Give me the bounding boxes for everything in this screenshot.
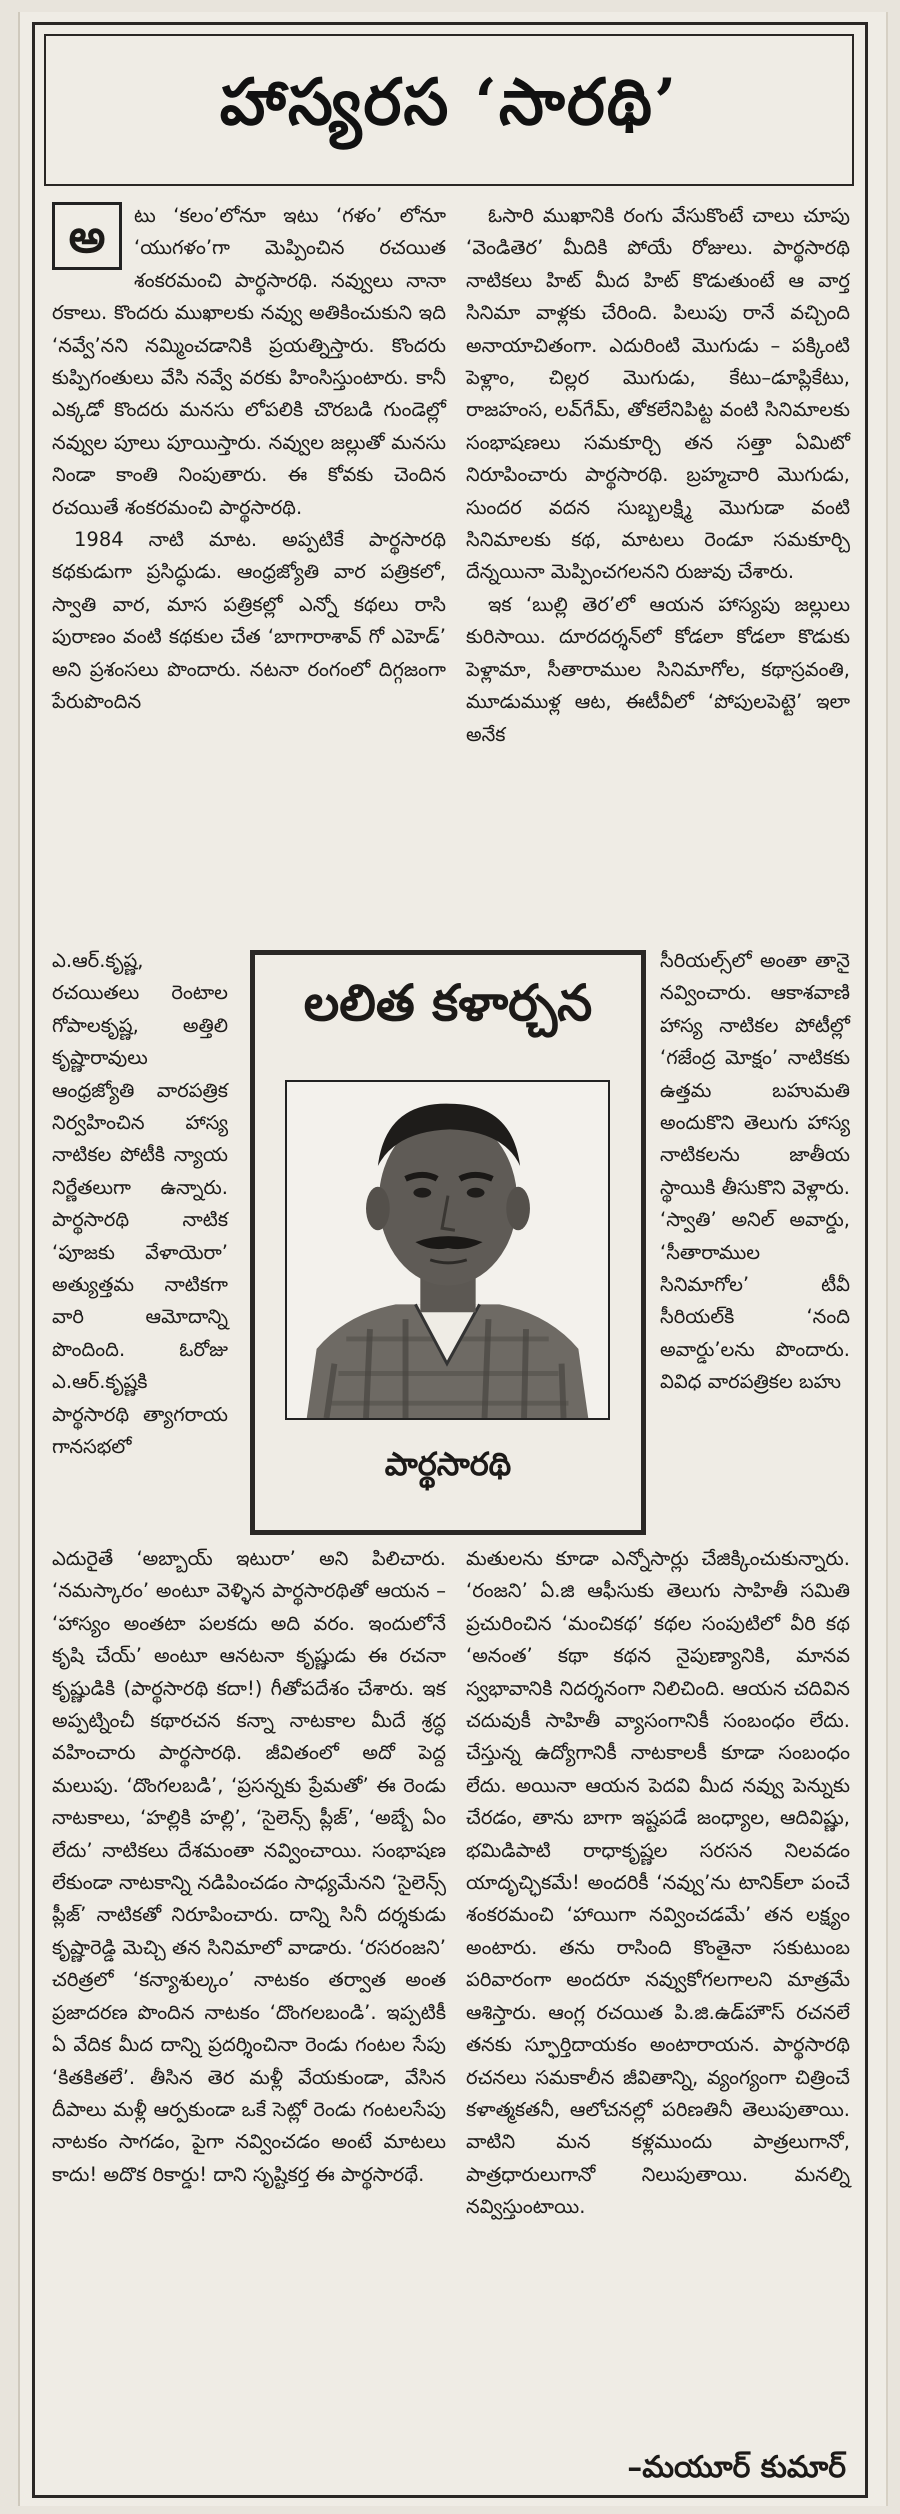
column-right-bottom <box>466 1543 850 2224</box>
portrait-caption: పార్థసారథి <box>384 1445 512 1483</box>
paragraph: ఎదురైతే ‘అబ్బాయ్ ఇటురా’ అని పిలిచారు. ‘నమస్కారం’ అంటూ వెళ్ళిన పార్థసారథితో ఆయన – ‘హాస్యం అంతటా పలకదు అది వరం. ఇందులోనే కృషి చేయ్’ అంటూ ఆనటనా కృష్ణుడు ఈ రచనా కృష్ణుడికి (పార్థసారథి కదా!) గీతోపదేశం చేశారు. ఇక అప్పట్నించీ కథారచన కన్నా నాటకాల మీదే శ్రద్ధ వహించారు పార్థసారథి. జీవితంలో అదో పెద్ద మలుపు. ‘దొంగలబడి’, ‘ప్రసన్నకు ప్రేమతో’ ఈ రెండు నాటకాలు, ‘హల్లికి హల్లి’, ‘సైలెన్స్ ప్లీజ్’, ‘అబ్బే ఏం లేదు’ నాటికలు దేశమంతా నవ్వించాయి. సంభాషణ లేకుండా నాటకాన్ని నడిపించడం సాధ్యమేనని ‘సైలెన్స్ ప్లీజ్’ నాటికతో నిరూపించారు. దాన్ని సినీ దర్శకుడు కృష్ణారెడ్డి మెచ్చి తన సినిమాలో వాడారు. ‘రసరంజని’ చరిత్రలో ‘కన్యాశుల్కం’ నాటకం తర్వాత అంత ప్రజాదరణ పొందిన నాటకం ‘దొంగలబండి’. ఇప్పటికీ ఏ వేదిక మీద దాన్ని ప్రదర్శించినా రెండు గంటల సేపు ‘కితకితలే’. తీసిన తెర మళ్లీ వేయకుండా, వేసిన దీపాలు మళ్లీ ఆర్పకుండా ఒకే సెట్లో రెండు గంటలసేపు నాటకం సాగడం, పైగా నవ్వించడం అంటే మాటలు కాదు! అదొక రికార్డు! దాని సృష్టికర్త ఈ పార్థసారథే. <box>52 1547 446 2186</box>
column-left-bottom <box>52 1543 446 2191</box>
column-right-top <box>466 200 850 751</box>
paragraph: ఇక ‘బుల్లి తెర’లో ఆయన హాస్యపు జల్లులు కురిసాయి. దూరదర్శన్‌లో కోడలా కోడలా కొడుకు పెళ్లామా, సీతారాముల సినిమాగోల, కథాస్రవంతి, మూడుముళ్ల ఆట, ఈటీవీలో ‘పోపులపెట్టె’ ఇలా అనేక <box>466 592 850 746</box>
paragraph: ఓసారి ముఖానికి రంగు వేసుకొంటే చాలు చూపు ‘వెండితెర’ మీదికి పోయే రోజులు. పార్థసారథి నాటికలు హిట్ మీద హిట్ కొడుతుంటే ఆ వార్త సినిమా వాళ్లకు చేరింది. పిలుపు రానే వచ్చింది అనాయాచితంగా. ఎదురింటి మొగుడు – పక్కింటి పెళ్లాం, చిల్లర మొగుడు, కేటు–డూప్లికేటు, రాజహంస, లవ్‌గేమ్, తోకలేనిపిట్ట వంటి సినిమాలకు సంభాషణలు సమకూర్చి తన సత్తా ఏమిటో నిరూపించారు పార్థసారథి. బ్రహ్మచారి మొగుడు, సుందర వదన సుబ్బలక్ష్మి మొగుడా వంటి సినిమాలకు కథ, మాటలు రెండూ సమకూర్చి దేన్నయినా మెప్పించగలనని రుజువు చేశారు. <box>466 204 850 584</box>
column-right-wrap <box>660 945 850 1399</box>
portrait-illustration <box>287 1082 608 1418</box>
headline: హాస్యరస ‘సారథి’ <box>219 65 679 140</box>
byline: –మయూర్ కుమార్ <box>627 2450 846 2485</box>
column-left-top <box>52 200 446 719</box>
paragraph: టు ‘కలం’లోనూ ఇటు ‘గళం’ లోనూ ‘యుగళం’గా మెప్పించిన రచయిత శంకరమంచి పార్థసారథి. నవ్వులు నానా రకాలు. కొందరు ముఖాలకు నవ్వు అతికించుకుని ఇది ‘నవ్వే’నని నమ్మించడానికి ప్రయత్నిస్తారు. కొందరు కుప్పిగంతులు వేసి నవ్వే వరకు హింసిస్తుంటారు. కానీ ఎక్కడో కొందరు మనసు లోపలికి చొరబడి గుండెల్లో నవ్వుల పూలు పూయిస్తారు. నవ్వుల జల్లుతో మనసు నిండా కాంతి నింపుతారు. ఈ కోవకు చెందిన రచయితే శంకరమంచి పార్థసారథి. <box>52 204 446 519</box>
feature-title: లలిత కళార్చన <box>303 973 593 1032</box>
paragraph: 1984 నాటి మాట. అప్పటికే పార్థసారథి కథకుడుగా ప్రసిద్ధుడు. ఆంధ్రజ్యోతి వార పత్రికలో, స్వాతి వార, మాస పత్రికల్లో ఎన్నో కథలు రాసి పురాణం వంటి కథకుల చేత ‘బాగారాశావ్ గో ఎహెడ్’ అని ప్రశంసలు పొందారు. నటనా రంగంలో దిగ్గజంగా పేరుపొందిన <box>52 528 446 714</box>
drop-cap: అ <box>52 202 122 270</box>
headline-box <box>44 34 854 186</box>
paragraph: ఎ.ఆర్.కృష్ణ, రచయితలు రెంటాల గోపాలకృష్ణ, అత్తిలి కృష్ణారావులు ఆంధ్రజ్యోతి వారపత్రిక నిర్వహించిన హాస్య నాటికల పోటీకి న్యాయ నిర్ణేతలుగా ఉన్నారు. పార్థసారథి నాటిక ‘పూజకు వేళాయెరా’ అత్యుత్తమ నాటికగా వారి ఆమోదాన్ని పొందింది. ఓరోజు ఎ.ఆర్.కృష్ణకి పార్థసారథి త్యాగరాయ గానసభలో <box>52 949 228 1459</box>
portrait-photo <box>285 1080 610 1420</box>
paragraph: సీరియల్స్‌లో అంతా తానై నవ్వించారు. ఆకాశవాణి హాస్య నాటికల పోటీల్లో ‘గజేంద్ర మోక్షం’ నాటికకు ఉత్తమ బహుమతి అందుకొని తెలుగు హాస్య నాటికలను జాతీయ స్థాయికి తీసుకొని వెళ్లారు. ‘స్వాతి’ అనిల్ అవార్డు, ‘సీతారాముల సినిమాగోల’ టీవీ సీరియల్‌కి ‘నంది అవార్డు’లను పొందారు. వివిధ వారపత్రికల బహు <box>660 949 850 1394</box>
feature-box <box>250 950 646 1535</box>
column-left-wrap <box>52 945 228 1464</box>
paragraph: మతులను కూడా ఎన్నోసార్లు చేజిక్కించుకున్నారు. ‘రంజని’ ఏ.జి ఆఫీసుకు తెలుగు సాహితీ సమితి ప్రచురించిన ‘మంచికథ’ కథల సంపుటిలో వీరి కథ ‘అనంత’ కథా కథన నైపుణ్యానికి, మానవ స్వభావానికి నిదర్శనంగా నిలిచింది. ఆయన చదివిన చదువుకీ సాహితీ వ్యాసంగానికీ సంబంధం లేదు. చేస్తున్న ఉద్యోగానికీ నాటకాలకీ కూడా సంబంధం లేదు. అయినా ఆయన పెదవి మీద నవ్వు పెన్నుకు చేరడం, తాను బాగా ఇష్టపడే జంధ్యాల, ఆదివిష్ణు, భమిడిపాటి రాధాకృష్ణల సరసన నిలవడం యాదృచ్ఛికమే! అందరికీ ‘నవ్వు’ను టానిక్‌లా పంచే శంకరమంచి ‘హాయిగా నవ్వించడమే’ తన లక్ష్యం అంటారు. తను రాసింది కొంతైనా సకుటుంబ పరివారంగా అందరూ నవ్వుకోగలగాలని మాత్రమే ఆశిస్తారు. ఆంగ్ల రచయిత పి.జి.ఉడ్‌హౌస్ రచనలే తనకు స్ఫూర్తిదాయకం అంటారాయన. పార్థసారథి రచనలు సమకాలీన జీవితాన్ని, వ్యంగ్యంగా చిత్రించే కళాత్మకతనీ, ఆలోచనల్లో పరిణతినీ తెలుపుతాయి. వాటిని మన కళ్లముందు పాత్రలుగానో, పాత్రధారులుగానో నిలుపుతాయి. మనల్ని నవ్విస్తుంటాయి. <box>466 1547 850 2219</box>
